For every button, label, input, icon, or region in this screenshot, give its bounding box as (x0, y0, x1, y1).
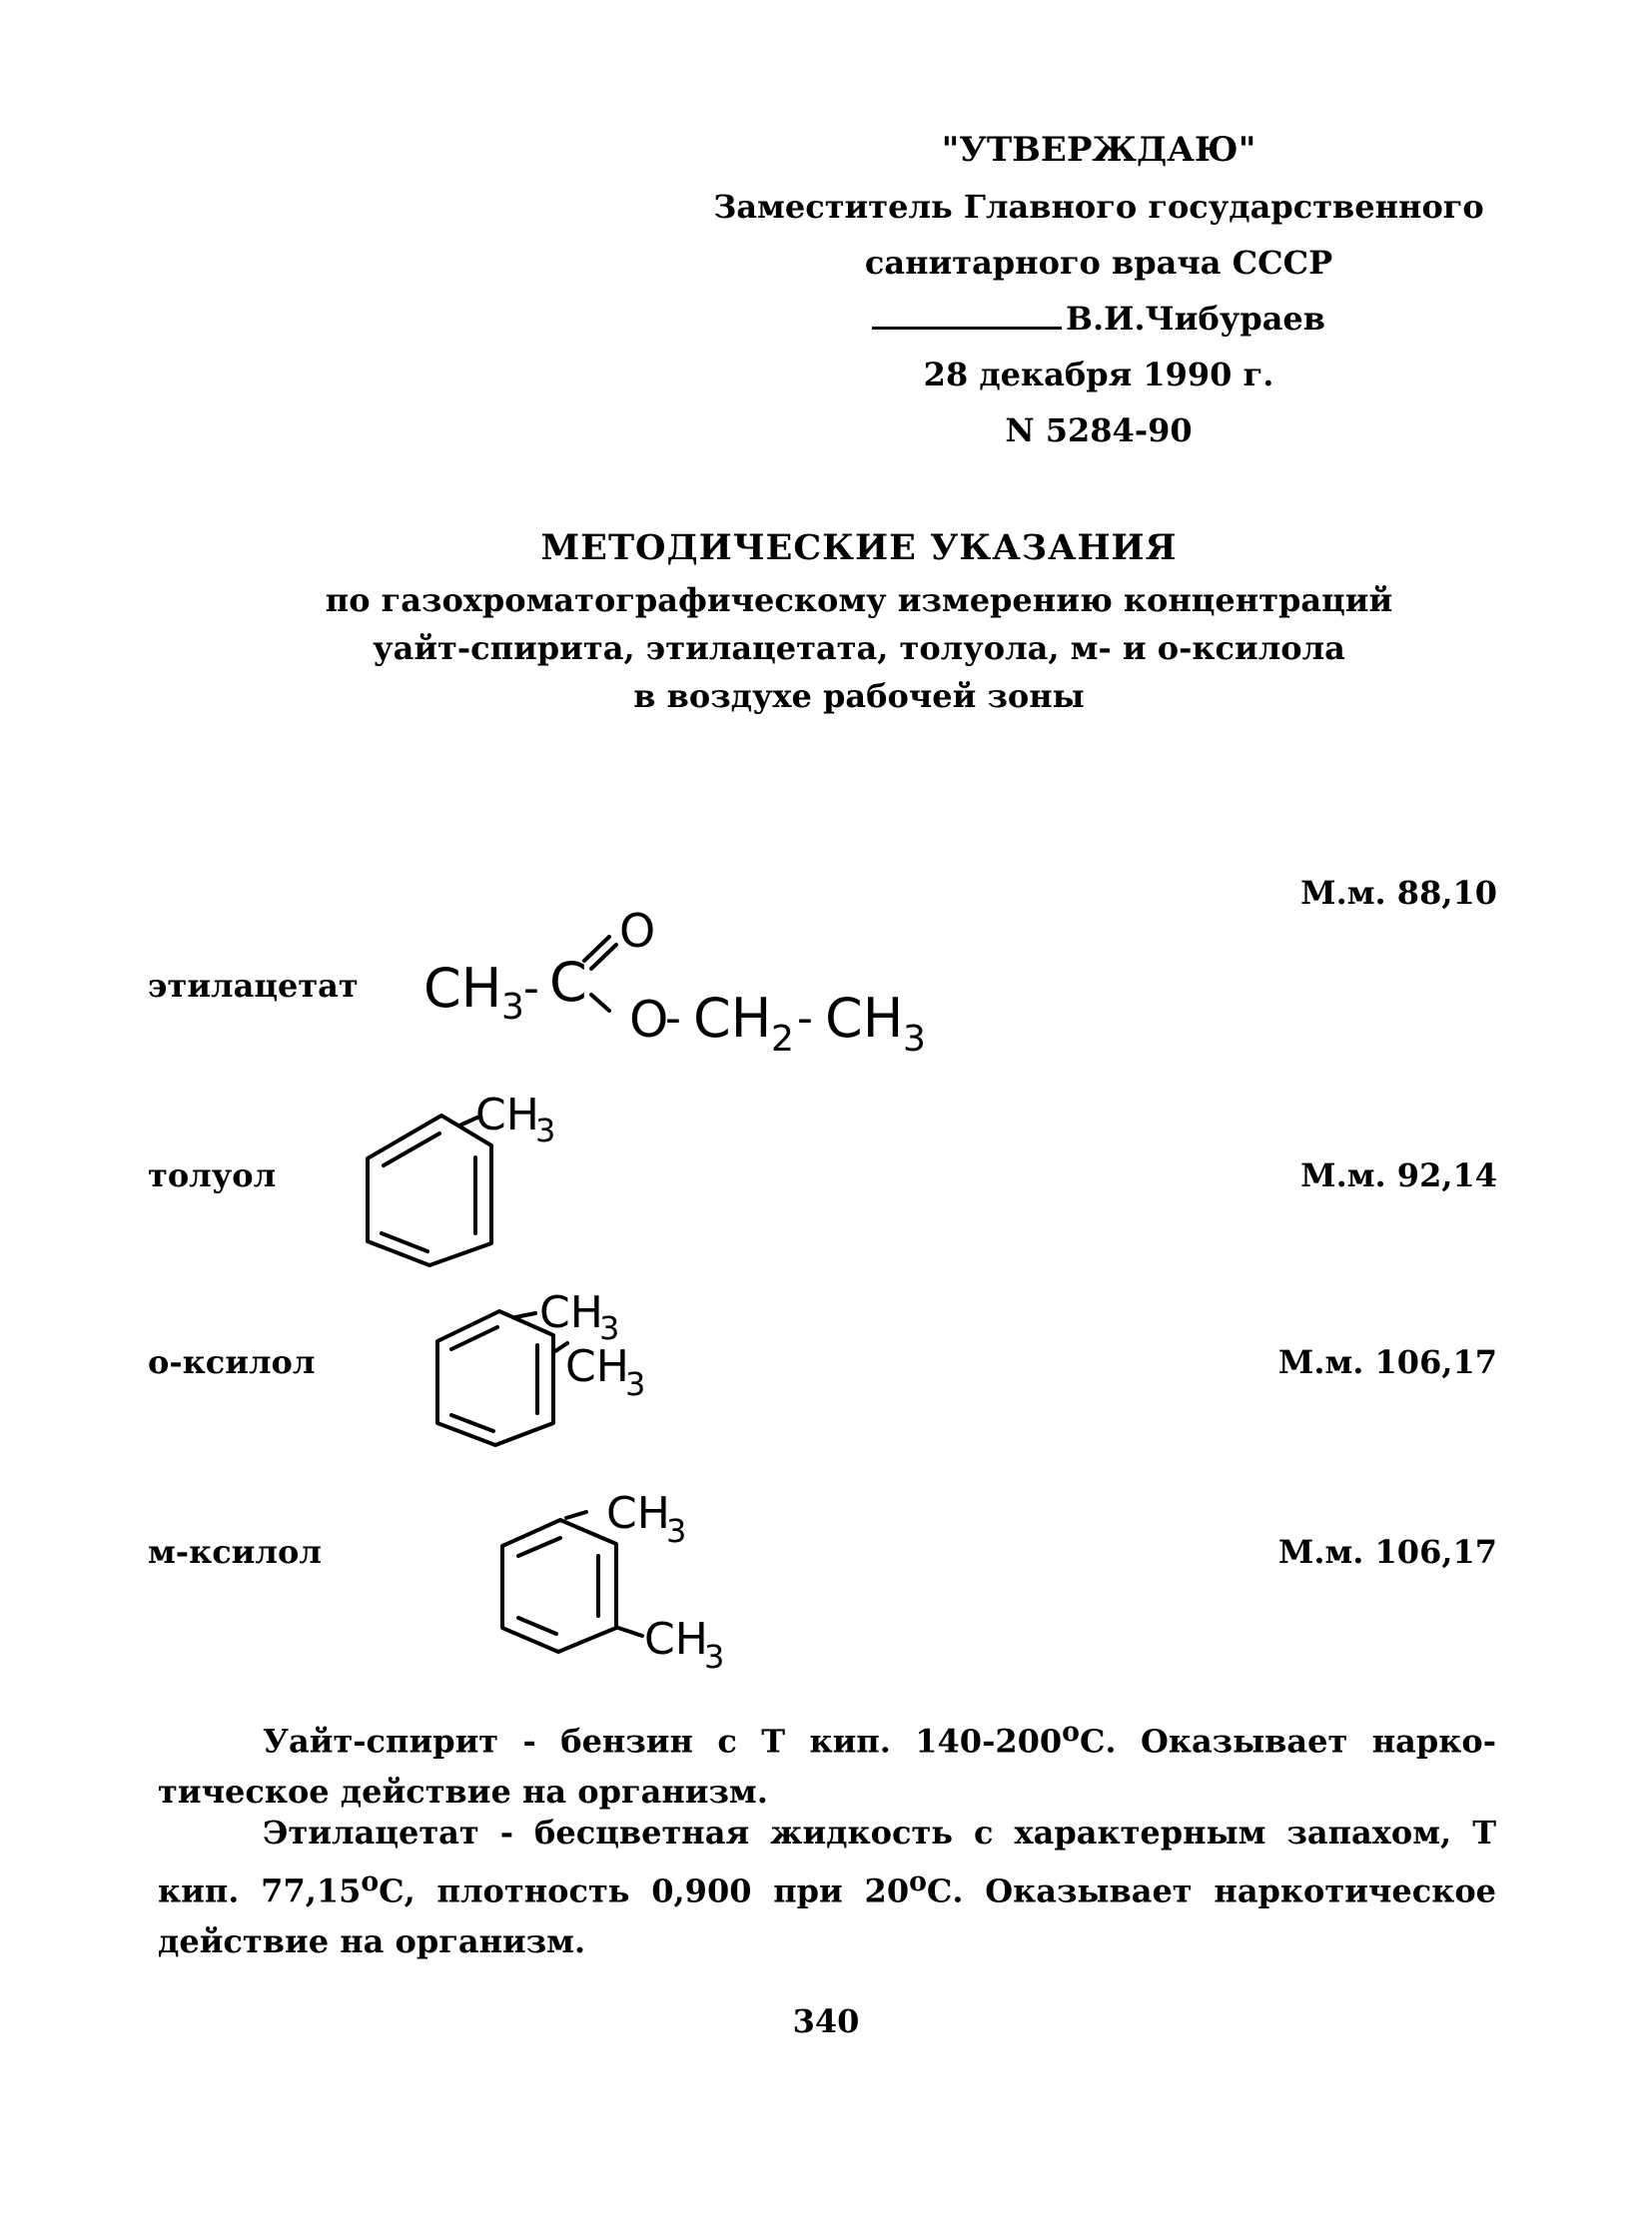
o-xylene-structure (429, 1283, 709, 1463)
paragraph-white-spirit-text-a: Уайт-спирит - бензин с Т кип. 140-200 (263, 1722, 1063, 1761)
approval-number: N 5284-90 (1005, 411, 1193, 449)
methyl-label: CH (475, 1090, 539, 1140)
formula-carbonyl-o: O (619, 904, 656, 958)
degree-sign: o (1062, 1717, 1080, 1748)
molar-mass-ethyl-acetate: М.м. 88,10 (1300, 874, 1497, 912)
formula-sub3-end: 3 (903, 1019, 926, 1060)
toluene-structure (360, 1090, 619, 1273)
formula-dash-2: - (665, 993, 681, 1044)
paragraph-ethyl-acetate-text-c: С. Оказывает наркотическое действие на организм. (158, 1871, 1497, 1960)
methyl-bond-1 (566, 1512, 586, 1518)
formula-dash-3: - (797, 993, 813, 1044)
paragraph-white-spirit (158, 1708, 1496, 1817)
ester-bond-line (591, 995, 609, 1011)
molar-mass-toluene: М.м. 92,14 (1300, 1156, 1497, 1194)
molar-mass-m-xylene: М.м. 106,17 (1277, 1533, 1497, 1571)
ring-double-bond-3 (518, 1618, 556, 1634)
methyl-label-2: CH (565, 1341, 629, 1392)
paragraph-ethyl-acetate-text-b: С, плотность 0,900 при 20 (379, 1871, 910, 1910)
compound-name-m-xylene: м-ксилол (148, 1533, 322, 1571)
methyl-sub3-2: 3 (704, 1638, 725, 1676)
formula-ch3-end: CH (825, 987, 904, 1050)
ethyl-acetate-formula (419, 899, 959, 1059)
methyl-label-1: CH (539, 1287, 603, 1338)
paragraph-white-spirit-text-b: С. Оказывает нарко-тическое действие на организм. (158, 1722, 1497, 1811)
formula-ch2: CH (693, 987, 772, 1050)
formula-ether-o: O (629, 991, 669, 1049)
signature-line (872, 327, 1062, 330)
compound-name-toluene: толуол (148, 1156, 277, 1194)
methyl-sub3-2: 3 (625, 1365, 646, 1403)
methyl-bond-1 (515, 1313, 535, 1317)
document-type: МЕТОДИЧЕСКИЕ УКАЗАНИЯ (540, 527, 1178, 568)
title-line1: по газохроматографическому измерению концентраций (325, 581, 1393, 619)
page-number: 340 (792, 2002, 860, 2040)
methyl-sub3-1: 3 (599, 1309, 620, 1347)
ring-double-bond-1 (384, 1133, 439, 1165)
methyl-bond-2 (618, 1628, 642, 1636)
compound-name-o-xylene: о-ксилол (148, 1343, 316, 1381)
title-line2: уайт-спирита, этилацетата, толуола, м- и о-ксилола (373, 629, 1345, 667)
title-line3: в воздухе рабочей зоны (633, 677, 1085, 715)
formula-sub3: 3 (501, 987, 524, 1028)
methyl-sub3: 3 (535, 1112, 556, 1149)
approval-position-line2: санитарного врача СССР (864, 244, 1333, 282)
formula-dash-1: - (523, 963, 539, 1014)
formula-sub2: 2 (771, 1019, 794, 1060)
methyl-label-2: CH (644, 1614, 708, 1665)
approval-signatory: В.И.Чибураев (1065, 300, 1326, 338)
formula-carbonyl-c: C (549, 951, 587, 1014)
paragraph-ethyl-acetate-text-a: Этилацетат - бесцветная жидкость с характерным запахом, Т кип. 77,15 (158, 1814, 1496, 1910)
ring-double-bond-1 (518, 1538, 560, 1556)
paragraph-ethyl-acetate (158, 1808, 1496, 1966)
compound-name-ethyl-acetate: этилацетат (148, 967, 359, 1005)
molar-mass-o-xylene: М.м. 106,17 (1277, 1343, 1497, 1381)
approval-signature-row (659, 300, 1538, 338)
degree-sign-2: o (909, 1867, 927, 1897)
m-xylene-structure (494, 1488, 754, 1678)
methyl-label-1: CH (606, 1488, 670, 1539)
approval-position-line1: Заместитель Главного государственного (713, 188, 1484, 226)
formula-ch3: CH (423, 957, 502, 1020)
methyl-sub3-1: 3 (666, 1512, 687, 1550)
approval-date: 28 декабря 1990 г. (923, 356, 1274, 393)
degree-sign-1: o (361, 1867, 380, 1897)
approval-stamp: "УТВЕРЖДАЮ" (941, 130, 1256, 170)
